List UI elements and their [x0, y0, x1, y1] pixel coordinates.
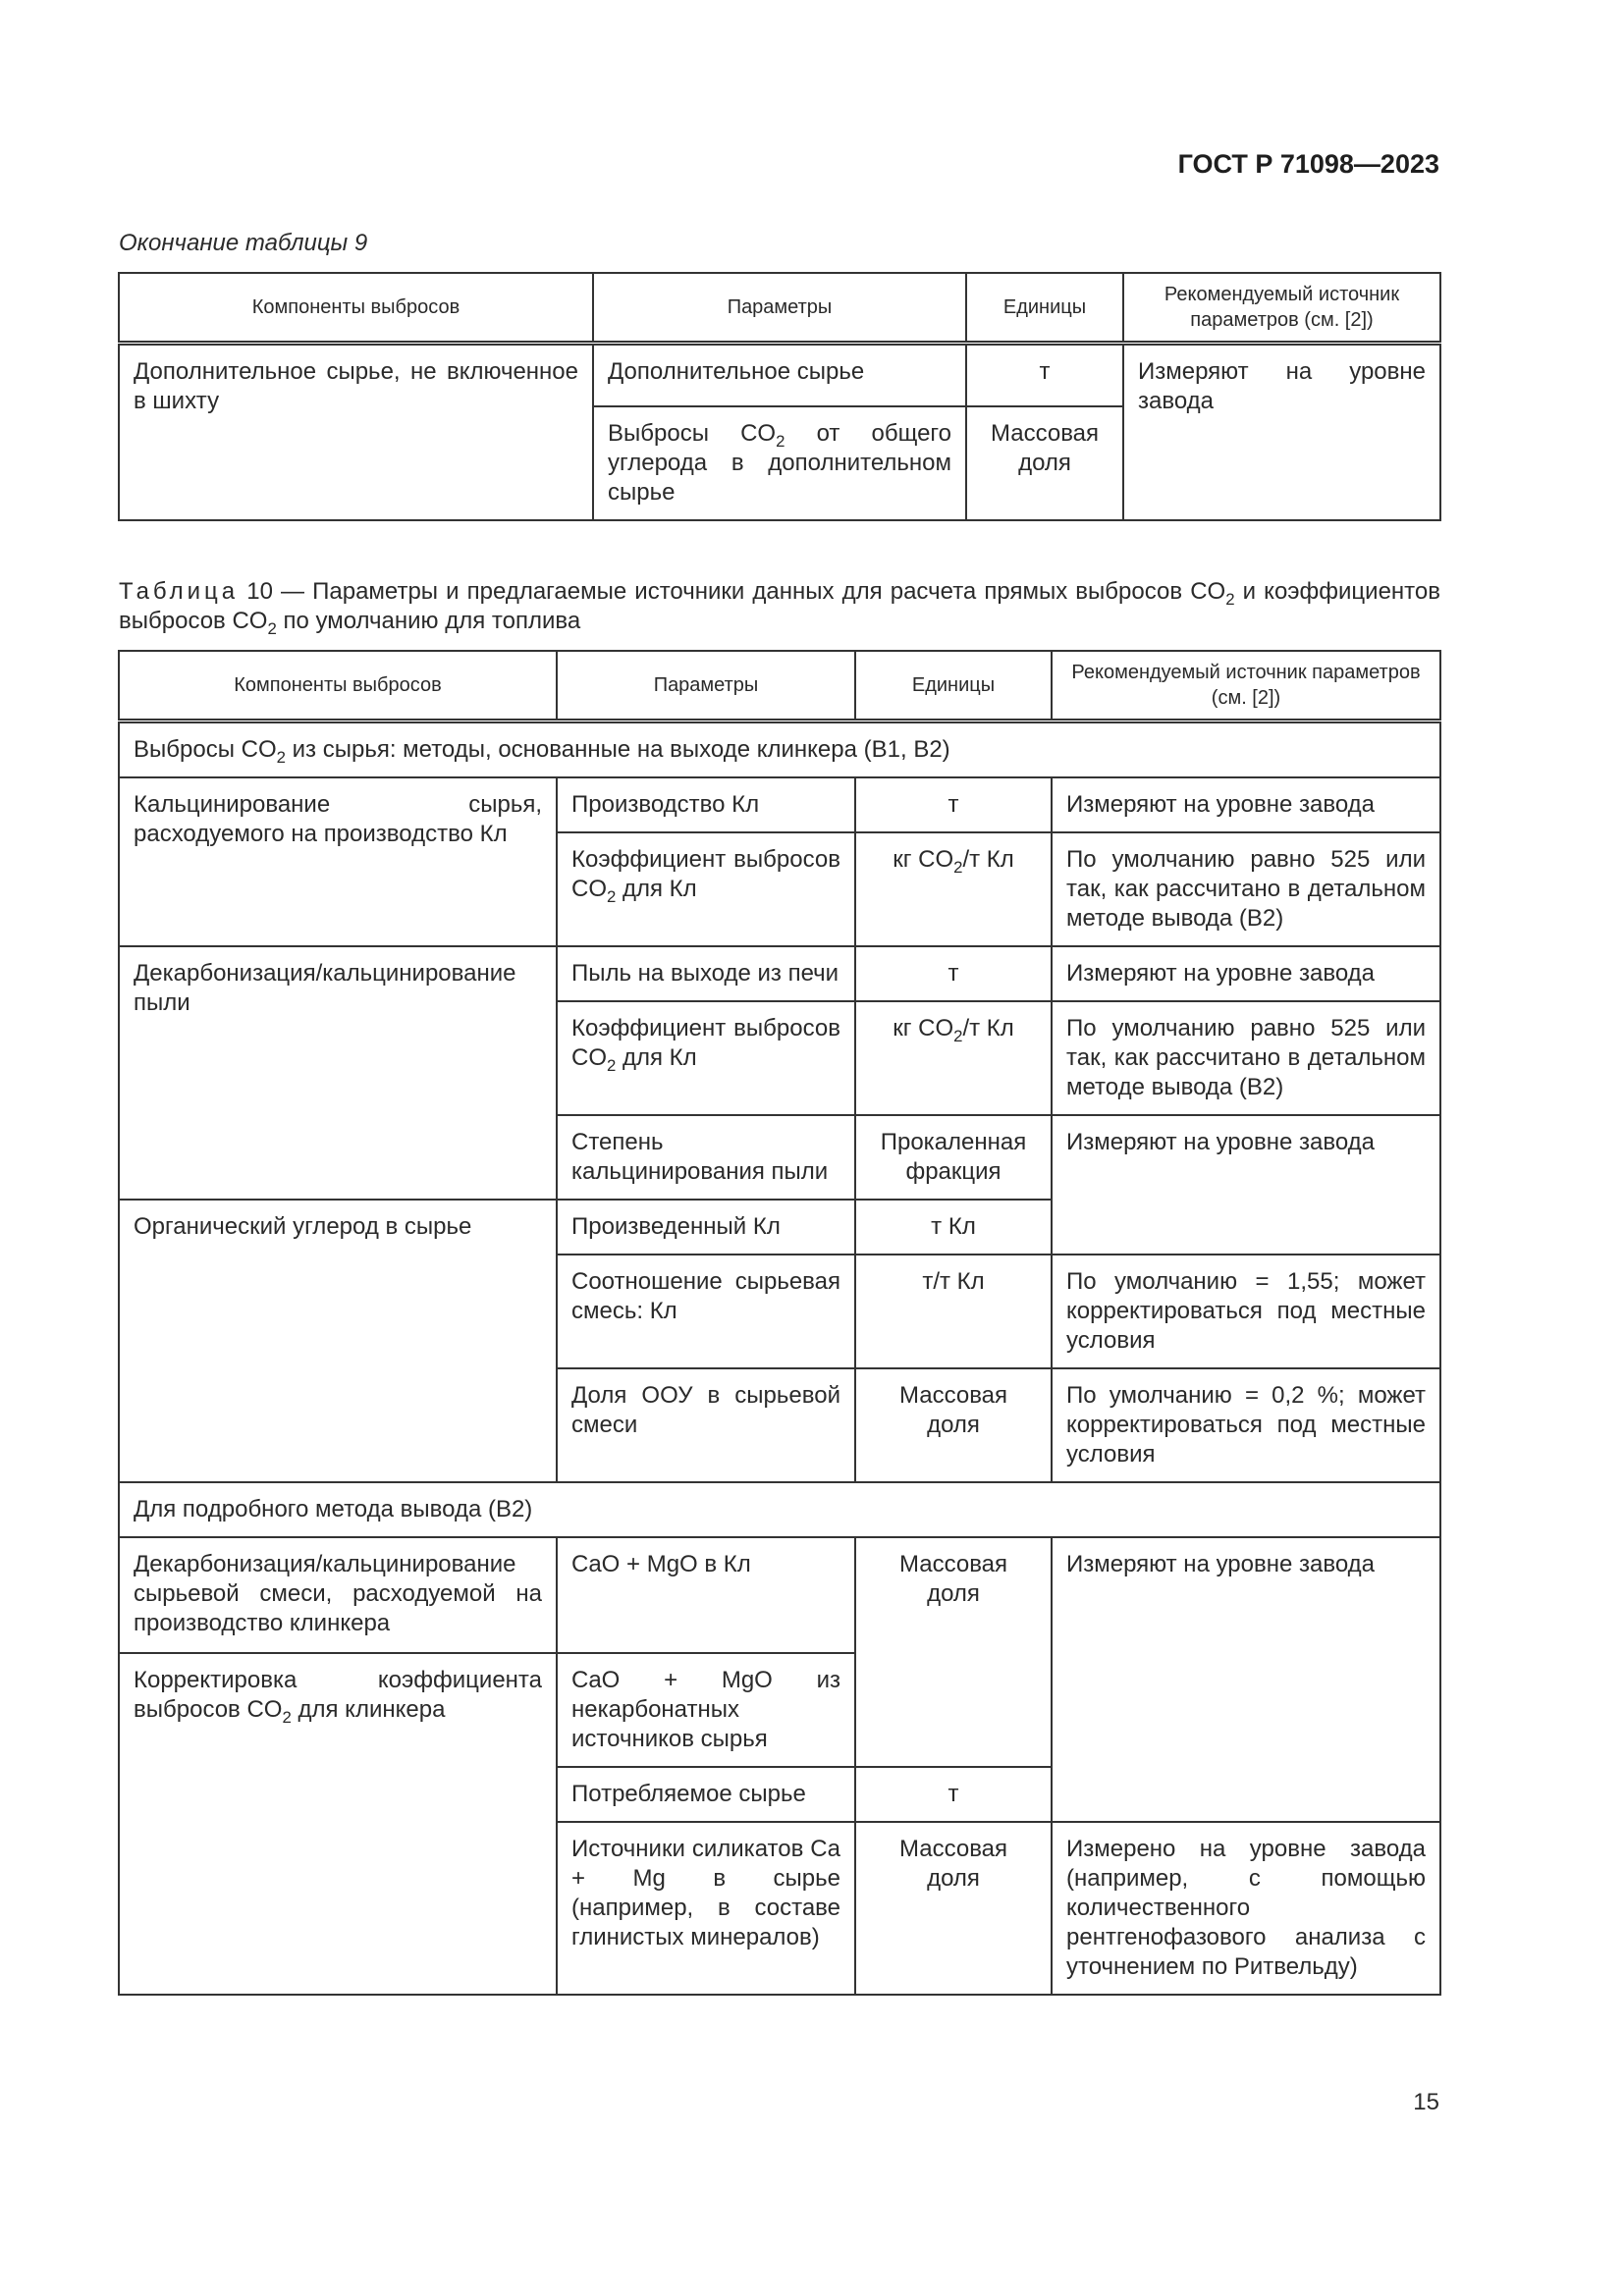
cell-source: По умолчанию = 1,55; может корректироваться под местные условия	[1052, 1255, 1440, 1368]
table9-caption: Окончание таблицы 9	[119, 230, 368, 256]
cell-component: Декарбонизация/кальцинирование сырьевой смеси, расходуемой на производство клинкера	[119, 1537, 557, 1653]
standard-code: ГОСТ Р 71098—2023	[1177, 149, 1439, 179]
header-parameters: Параметры	[557, 651, 855, 721]
header-components: Компоненты выбросов	[119, 273, 593, 344]
table-row	[119, 1537, 1440, 1653]
cell-component: Органический углерод в сырье	[119, 1200, 557, 1482]
section-title: Для подробного метода вывода (B2)	[119, 1482, 1440, 1537]
cell-unit: т	[855, 946, 1052, 1001]
table10	[118, 650, 1441, 1996]
cell-source: По умолчанию равно 525 или так, как рассчитано в детальном методе вывода (B2)	[1052, 832, 1440, 946]
header-source: Рекомендуемый источник параметров (см. [2])	[1123, 273, 1440, 344]
table-row	[119, 777, 1440, 832]
header-components: Компоненты выбросов	[119, 651, 557, 721]
cell-unit: т	[855, 777, 1052, 832]
table-row	[119, 946, 1440, 1001]
cell-component: Кальцинирование сырья, расходуемого на производство Кл	[119, 777, 557, 946]
cell-source: По умолчанию равно 525 или так, как рассчитано в детальном методе вывода (B2)	[1052, 1001, 1440, 1115]
cell-parameter: Коэффициент выбросов $CO_2$ для Кл	[557, 832, 855, 946]
cell-source: Измеряют на уровне завода	[1052, 777, 1440, 832]
cell-parameter: CaO + MgO из некарбонатных источников сырья	[557, 1653, 855, 1767]
cell-unit: Массовая доля	[966, 406, 1123, 520]
cell-unit: Прокаленная фракция	[855, 1115, 1052, 1200]
cell-parameter: Соотношение сырьевая смесь: Кл	[557, 1255, 855, 1368]
header-units: Единицы	[966, 273, 1123, 344]
cell-component: Дополнительное сырье, не включенное в шихту	[119, 344, 593, 520]
cell-unit: Массовая доля	[855, 1537, 1052, 1767]
cell-parameter: Выбросы $CO_2$ от общего углерода в дополнительном сырье	[593, 406, 966, 520]
header-parameters: Параметры	[593, 273, 966, 344]
header-source: Рекомендуемый источник параметров (см. [2])	[1052, 651, 1440, 721]
cell-unit: кг $CO_2/т$ Кл	[855, 832, 1052, 946]
page-number: 15	[1413, 2089, 1439, 2115]
cell-unit: т	[855, 1767, 1052, 1822]
cell-unit: т	[966, 344, 1123, 406]
cell-parameter: Производство Кл	[557, 777, 855, 832]
cell-component: Декарбонизация/кальцинирование пыли	[119, 946, 557, 1200]
cell-parameter: Степень кальцинирования пыли	[557, 1115, 855, 1200]
cell-source: Измеряют на уровне завода	[1052, 1115, 1440, 1255]
section-row-detailed-method	[119, 1482, 1440, 1537]
section-row-raw-material-emissions	[119, 721, 1440, 778]
section-title: Выбросы $CO_2$ из сырья: методы, основанные на выходе клинкера (B1, B2)	[119, 721, 1440, 778]
cell-source: Измерено на уровне завода (например, с помощью количественного рентгенофазового анализа с уточнением по Ритвельду)	[1052, 1822, 1440, 1995]
table-header-row	[119, 651, 1440, 721]
cell-unit: кг $CO_2/т$ Кл	[855, 1001, 1052, 1115]
cell-unit: т/т Кл	[855, 1255, 1052, 1368]
cell-parameter: Источники силикатов Ca + Mg в сырье (например, в составе глинистых минералов)	[557, 1822, 855, 1995]
cell-parameter: Произведенный Кл	[557, 1200, 855, 1255]
cell-unit: Массовая доля	[855, 1368, 1052, 1482]
cell-component: Корректировка коэффициента выбросов $CO_2$ для клинкера	[119, 1653, 557, 1995]
cell-source: Измеряют на уровне завода	[1123, 344, 1440, 520]
table9	[118, 272, 1441, 521]
cell-unit: Массовая доля	[855, 1822, 1052, 1995]
table-row	[119, 344, 1440, 406]
cell-parameter: Пыль на выходе из печи	[557, 946, 855, 1001]
cell-parameter: Дополнительное сырье	[593, 344, 966, 406]
table-header-row	[119, 273, 1440, 344]
cell-parameter: Потребляемое сырье	[557, 1767, 855, 1822]
cell-parameter: CaO + MgO в Кл	[557, 1537, 855, 1653]
cell-source: Измеряют на уровне завода	[1052, 946, 1440, 1001]
cell-source: Измеряют на уровне завода	[1052, 1537, 1440, 1822]
cell-parameter: Коэффициент выбросов $CO_2$ для Кл	[557, 1001, 855, 1115]
header-units: Единицы	[855, 651, 1052, 721]
cell-source: По умолчанию = 0,2 %; может корректироваться под местные условия	[1052, 1368, 1440, 1482]
cell-unit: т Кл	[855, 1200, 1052, 1255]
cell-parameter: Доля ООУ в сырьевой смеси	[557, 1368, 855, 1482]
table10-caption: Таблица 10 — Параметры и предлагаемые источники данных для расчета прямых выбросов $CO_2$ и коэффициентов выбросов $CO_2$ по умолчанию для топлива	[119, 578, 1441, 638]
